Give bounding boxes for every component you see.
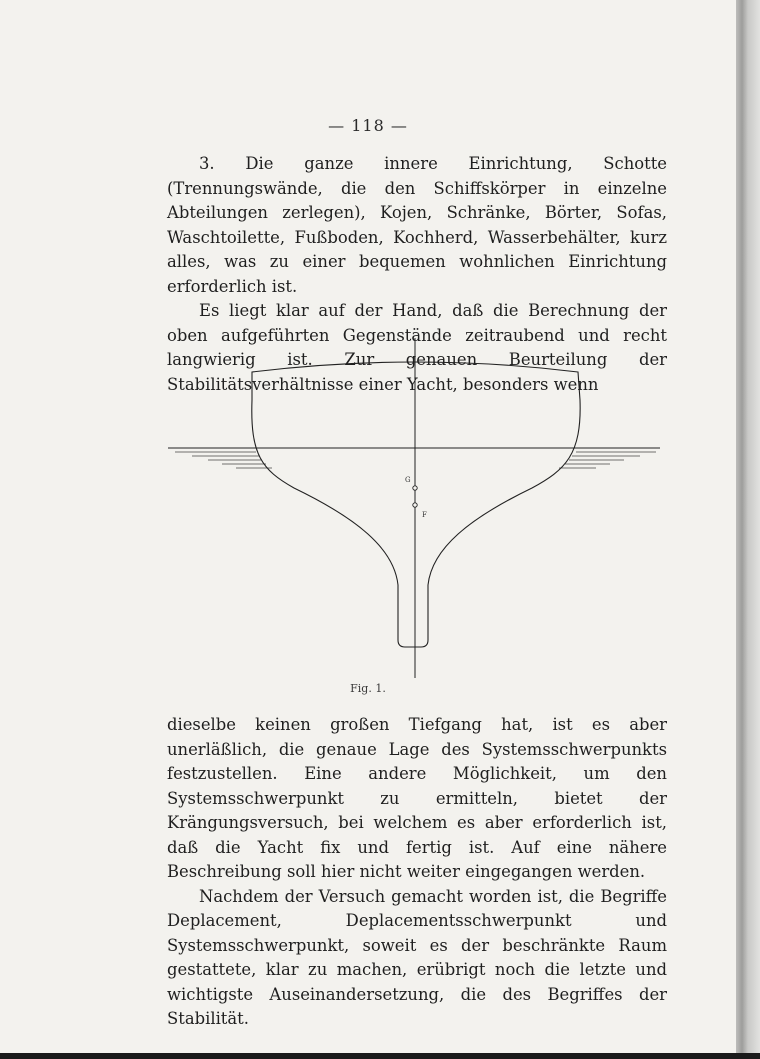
point-f-marker (413, 503, 417, 507)
paragraph-stability: Nachdem der Versuch gemacht worden ist, die Begriffe Deplacement, Deplacementsschwerpunkt und Systemsschwerpunkt, soweit es der beschränkte Raum gestattete, klar zu machen, erübrigt noch die letzte und wichtigste Auseinandersetzung, die des Begriffes der Stabilität. (167, 886, 667, 1028)
page-number: — 118 — (328, 116, 408, 135)
page-edge-shadow (736, 0, 760, 1059)
paragraph-inventory-list: 3. Die ganze innere Einrichtung, Schotte (Trennungswände, die den Schiffskörper in einzelne Abteilungen zerlegen), Kojen, Schränke, Börter, Sofas, Waschtoilette, Fußboden, Kochherd, Wasserbehälter, kurz alles, was zu einer bequemen wohnlichen Einrichtung erforderlich ist. (167, 154, 667, 296)
figure-caption: Fig. 1. (350, 682, 386, 695)
bottom-border (0, 1053, 760, 1059)
water-hatching-right (559, 452, 656, 468)
paragraph-system-center: dieselbe keinen großen Tiefgang hat, ist es aber unerläßlich, die genaue Lage des Systemsschwerpunkts festzustellen. Eine andere Möglichkeit, um den Systemsschwerpunkt zu ermitteln, bietet der Krängungsversuch, bei welchem es aber erforderlich ist, daß die Yacht fix und fertig ist. Auf eine nähere Beschreibung soll hier nicht weiter eingegangen werden. (167, 715, 667, 881)
bottom-text-block (167, 713, 667, 1032)
point-f-label: F (422, 511, 427, 519)
point-g-marker (413, 486, 417, 490)
paragraph-calculation: Es liegt klar auf der Hand, daß die Berechnung der oben aufgeführten Gegenstände zeitraubend und recht langwierig ist. Zur genauen Beurteilung der Stabilitätsverhältnisse einer Yacht, besonders wenn (167, 301, 667, 394)
water-hatching-left (175, 452, 272, 468)
point-g-label: G (405, 476, 411, 484)
